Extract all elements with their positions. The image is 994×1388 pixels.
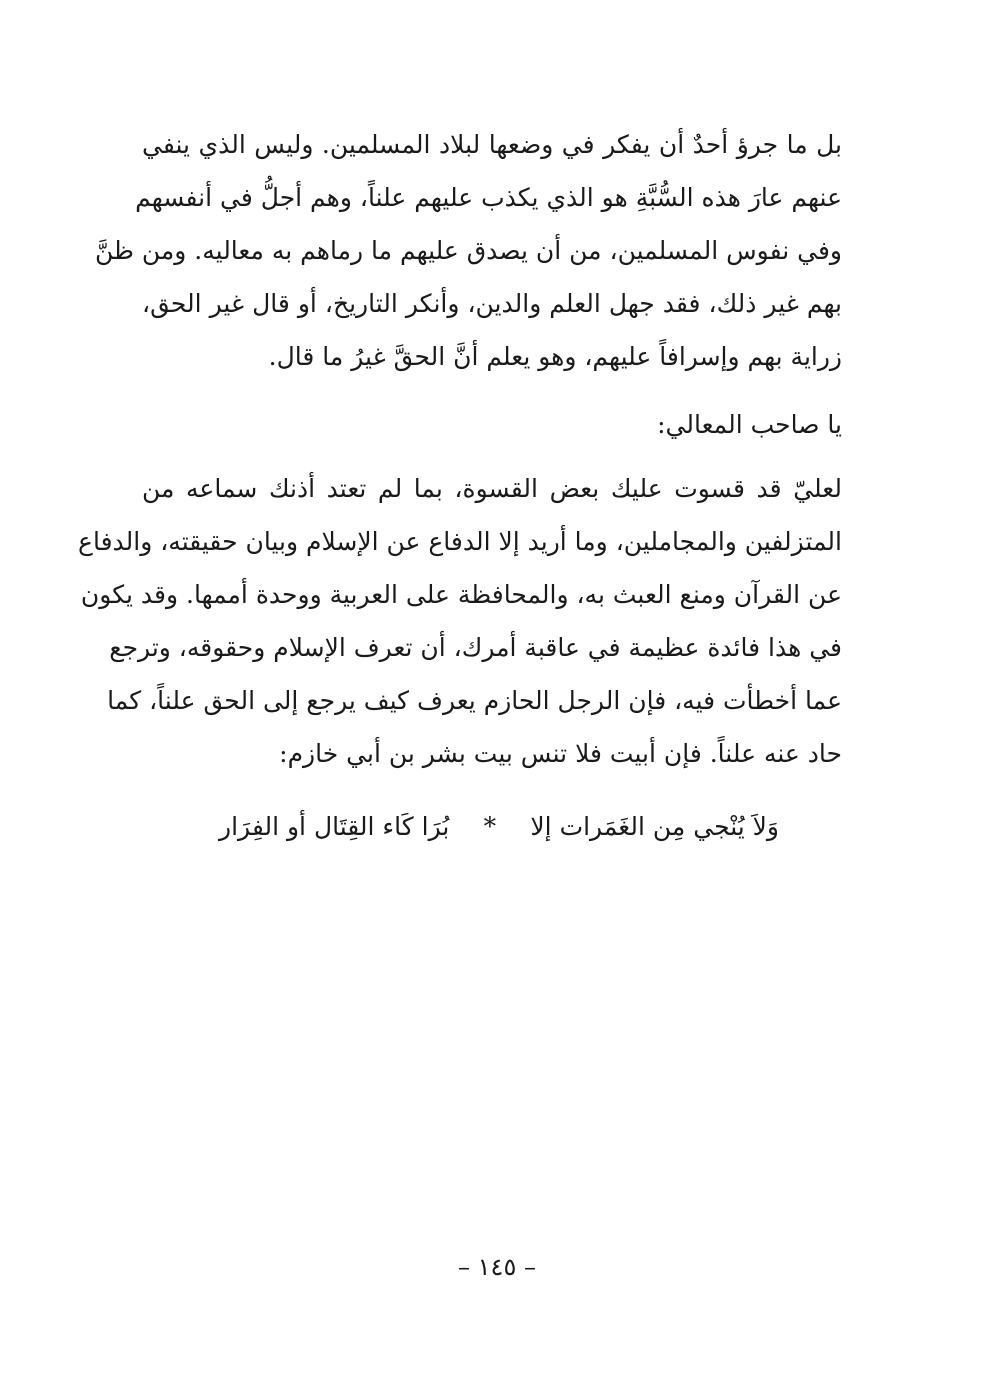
paragraph-1 xyxy=(94,118,842,383)
verse-first-hemistich: وَلاَ يُنْجي مِن الغَمَرات إلا xyxy=(530,812,779,841)
address-line xyxy=(142,398,842,451)
text-line: عما أخطأت فيه، فإن الرجل الحازم يعرف كيف يرجع إلى الحق علناً، كما xyxy=(107,686,842,715)
text-line: حاد عنه علناً. فإن أبيت فلا تنس بيت بشر بن أبي خازم: xyxy=(279,739,842,768)
poetry-verse xyxy=(219,800,779,853)
text-line: في هذا فائدة عظيمة في عاقبة أمرك، أن تعرف الإسلام وحقوقه، وترجع xyxy=(109,633,842,662)
text-line: المتزلفين والمجاملين، وما أريد إلا الدفاع عن الإسلام وبيان حقيقته، والدفاع xyxy=(78,527,842,556)
verse-separator: * xyxy=(483,812,497,841)
text-line: عن القرآن ومنع العبث به، والمحافظة على العربية ووحدة أممها. وقد يكون xyxy=(80,580,842,609)
text-line: وفي نفوس المسلمين، من أن يصدق عليهم ما رماهم به معاليه. ومن ظنَّ xyxy=(94,236,842,265)
text-line: لعليّ قد قسوت عليك بعض القسوة، بما لم تعتد أذنك سماعه من xyxy=(142,474,842,503)
verse-second-hemistich: بُرَا كَاء القِتَال أو الفِرَار xyxy=(219,812,450,841)
text-line: زراية بهم وإسرافاً عليهم، وهو يعلم أنَّ الحقَّ غيرُ ما قال. xyxy=(268,342,842,371)
paragraph-2 xyxy=(78,462,842,780)
address-text: يا صاحب المعالي: xyxy=(657,410,842,439)
text-line: بهم غير ذلك، فقد جهل العلم والدين، وأنكر التاريخ، أو قال غير الحق، xyxy=(142,289,842,318)
text-line: عنهم عارَ هذه السُّبَّةِ هو الذي يكذب عليهم علناً، وهم أجلُّ في أنفسهم xyxy=(135,183,842,212)
page-number: – ١٤٥ – xyxy=(458,1253,536,1281)
text-line: بل ما جرؤ أحدٌ أن يفكر في وضعها لبلاد المسلمين. وليس الذي ينفي xyxy=(142,130,842,159)
